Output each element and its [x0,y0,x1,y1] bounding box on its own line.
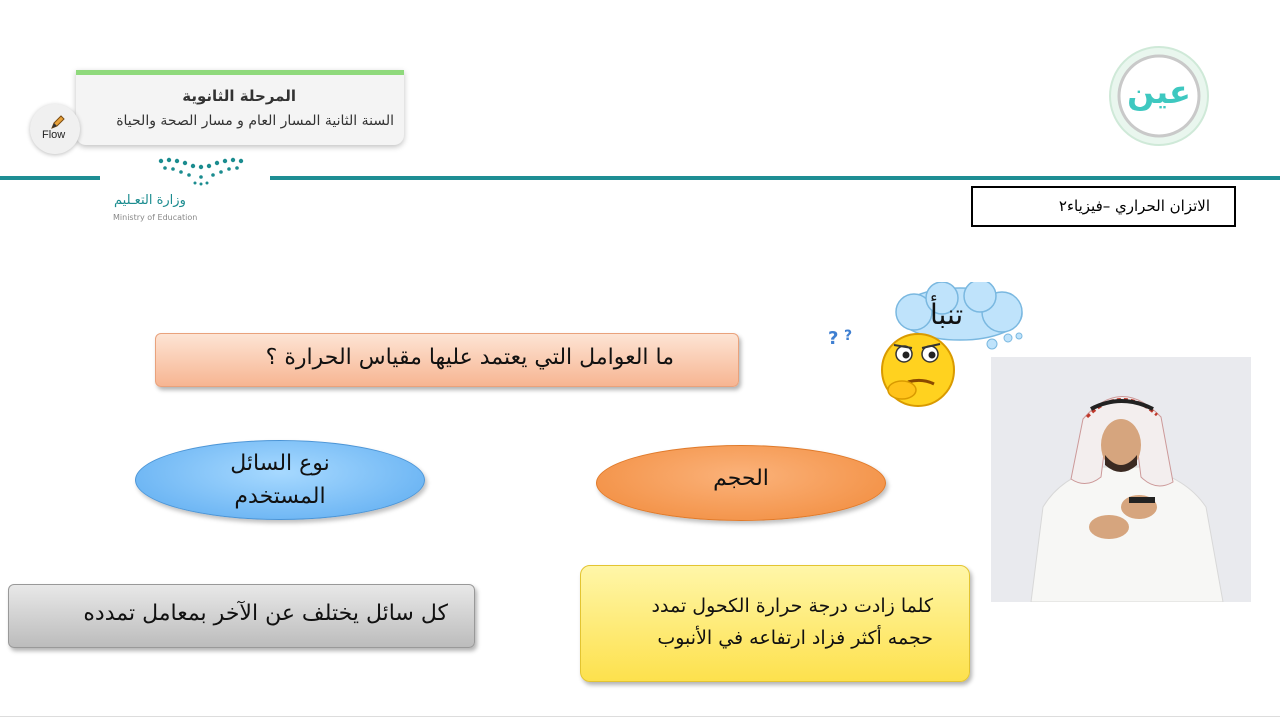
volume-explanation-line2: حجمه أكثر فزاد ارتفاعه في الأنبوب [657,627,933,649]
factor-volume-label: الحجم [713,466,769,491]
grade-title: المرحلة الثانوية [182,87,296,105]
ministry-name-arabic: وزارة التعـليم [114,193,186,208]
ministry-emblem-icon [155,155,245,187]
factor-liquid-type [135,440,425,520]
svg-text:?: ? [844,328,853,344]
factor-liquid-line1: نوع السائل [230,451,330,476]
factor-liquid-line2: المستخدم [234,484,326,509]
volume-explanation-line1: كلما زادت درجة حرارة الكحول تمدد [651,595,933,617]
pencil-icon [50,114,66,130]
volume-explanation-box [580,565,970,682]
flow-label: Flow [42,129,66,141]
bottom-divider [0,716,1280,717]
flow-badge[interactable] [30,104,80,154]
svg-text:?: ? [828,328,839,349]
question-box [155,333,739,387]
factor-liquid-type-label [136,447,424,513]
interpreter-video[interactable] [991,357,1251,602]
ministry-logo [110,155,220,223]
lesson-title: الاتزان الحراري –فيزياء٢ [1058,197,1210,215]
question-text: ما العوامل التي يعتمد عليها مقياس الحرارة ؟ [265,345,674,370]
factor-volume [596,445,886,521]
liquid-explanation-box [8,584,475,648]
liquid-explanation: كل سائل يختلف عن الآخر بمعامل تمدده [83,601,448,626]
predict-label: تنبأ [930,298,964,331]
logo-text: عين [1127,73,1191,111]
grade-header-card [76,70,404,145]
volume-explanation [652,590,933,654]
grade-subtitle: السنة الثانية المسار العام و مسار الصحة والحياة [116,113,394,129]
channel-logo [1108,45,1210,147]
lesson-title-box [971,186,1236,227]
ministry-name-english: Ministry of Education [113,213,198,222]
sign-language-interpreter-icon [991,357,1251,602]
